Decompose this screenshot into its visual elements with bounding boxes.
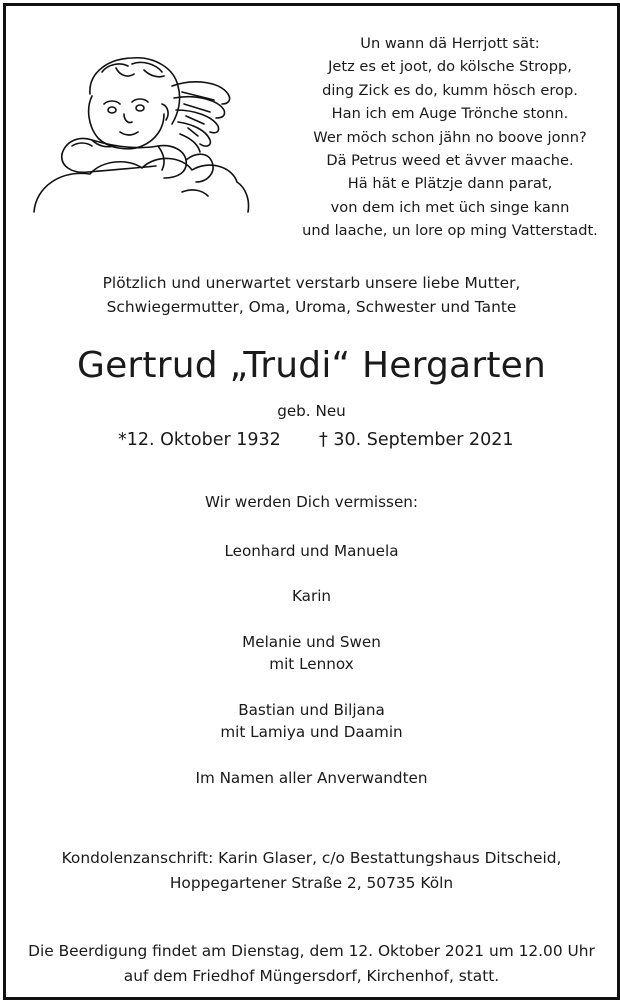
cherub-angel-illustration <box>32 42 252 217</box>
condolence-line: Kondolenzanschrift: Karin Glaser, c/o Bestattungshaus Ditscheid, <box>61 849 562 867</box>
poem-line: von dem ich met üch singe kann <box>330 198 570 216</box>
birth-date: *12. Oktober 1932 <box>118 430 281 450</box>
poem <box>300 32 600 243</box>
poem-line: Hä hät e Plätzje dann parat, <box>347 175 553 193</box>
mourners-closing: Im Namen aller Anverwandten <box>195 769 428 787</box>
mourner-line: mit Lamiya und Daamin <box>220 723 403 741</box>
poem-line: Un wann dä Herrjott sät: <box>360 35 540 52</box>
deceased-name: Gertrud „Trudi“ Hergarten <box>76 345 546 386</box>
poem-line: Wer möch schon jähn no boove jonn? <box>313 128 587 146</box>
death-date: † 30. September 2021 <box>319 430 514 450</box>
mourner-family <box>6 699 617 743</box>
funeral-line: auf dem Friedhof Müngersdorf, Kirchenhof, statt. <box>123 966 500 985</box>
poem-line: Dä Petrus weed et ävver maache. <box>326 152 574 170</box>
announcement-intro <box>6 272 617 319</box>
condolence-address <box>6 846 617 895</box>
obituary-frame <box>3 3 620 1000</box>
poem-line: Han ich em Auge Trönche stonn. <box>331 105 569 123</box>
poem-line: ding Zick es do, kumm hösch erop. <box>322 81 578 99</box>
mourner-family: Karin <box>291 587 332 605</box>
intro-line: Plötzlich und unerwartet verstarb unsere liebe Mutter, <box>102 274 521 292</box>
maiden-name: geb. Neu <box>277 402 346 420</box>
mourner-line: Bastian und Biljana <box>238 701 385 719</box>
funeral-notice <box>6 939 617 988</box>
funeral-line: Die Beerdigung findet am Dienstag, dem 12. Oktober 2021 um 12.00 Uhr <box>28 942 595 960</box>
mourner-line: Melanie und Swen <box>242 633 381 651</box>
condolence-line: Hoppegartener Straße 2, 50735 Köln <box>169 873 454 892</box>
mourner-family <box>6 631 617 675</box>
mourner-family: Leonhard und Manuela <box>224 542 399 560</box>
intro-line: Schwiegermutter, Oma, Uroma, Schwester und Tante <box>106 297 517 316</box>
mourners-intro: Wir werden Dich vermissen: <box>204 493 419 511</box>
poem-line: und laache, un lore op ming Vatterstadt. <box>302 222 598 240</box>
mourner-line: mit Lennox <box>269 655 354 673</box>
poem-line: Jetz es et joot, do kölsche Stropp, <box>328 58 572 76</box>
